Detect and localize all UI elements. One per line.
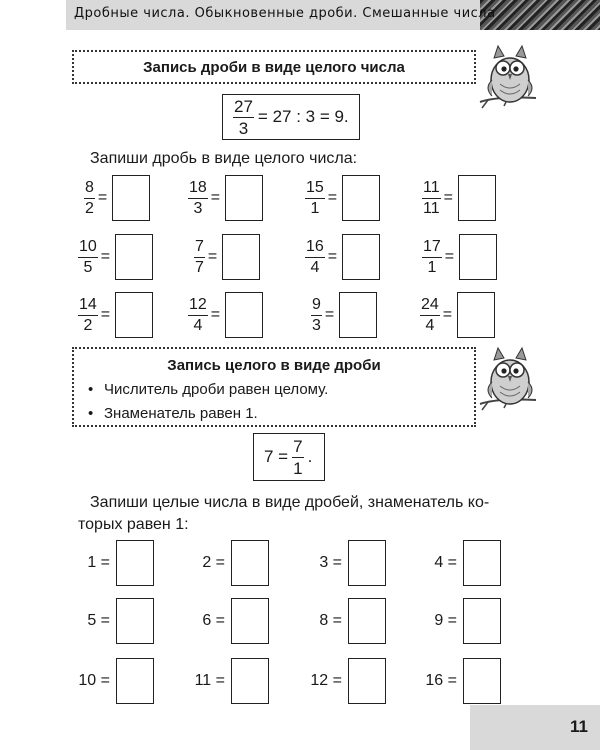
- answer-box[interactable]: [463, 658, 501, 704]
- integer-exercise: [292, 598, 386, 644]
- fraction-exercise: [311, 292, 377, 338]
- example-calculation: = 27 : 3 = 9.: [257, 107, 349, 126]
- integer-label: 1 =: [87, 554, 110, 571]
- exercise-fraction: [188, 297, 208, 334]
- exercise-fraction: [78, 239, 98, 276]
- exercise-fraction: [420, 297, 440, 334]
- exercise-fraction: [194, 239, 205, 276]
- integer-exercise: [175, 598, 269, 644]
- answer-box[interactable]: [457, 292, 495, 338]
- answer-box[interactable]: [342, 234, 380, 280]
- answer-box[interactable]: [231, 598, 269, 644]
- equals-sign: =: [443, 189, 453, 206]
- integer-label: 2 =: [202, 554, 225, 571]
- rule-title-1: Запись дроби в виде целого числа: [143, 59, 405, 76]
- integer-label: 4 =: [434, 554, 457, 571]
- answer-box[interactable]: [348, 540, 386, 586]
- rule-box-fraction-to-integer: [72, 50, 476, 84]
- equals-sign: =: [100, 306, 111, 323]
- answer-box[interactable]: [458, 175, 496, 221]
- equals-sign: =: [324, 306, 335, 323]
- example-box-1: [222, 94, 360, 140]
- answer-box[interactable]: [116, 540, 154, 586]
- fraction-denominator: 1: [422, 257, 442, 276]
- integer-label: 3 =: [319, 554, 342, 571]
- integer-label: 5 =: [87, 612, 110, 629]
- equals-sign: =: [210, 306, 221, 323]
- example-box-2: [253, 433, 325, 481]
- rule-bullet-1: [88, 381, 328, 398]
- fraction-exercise: [305, 175, 380, 221]
- page-header: [66, 0, 600, 30]
- page-number: 11: [570, 717, 588, 736]
- fraction-denominator: 2: [78, 315, 98, 334]
- integer-exercise: [175, 658, 269, 704]
- integer-exercise: [60, 540, 154, 586]
- fraction-denominator: 3: [188, 198, 208, 217]
- rule-bullet-2: [88, 405, 258, 422]
- fraction-exercise: [305, 234, 380, 280]
- integer-exercise: [292, 540, 386, 586]
- example-fraction: [233, 98, 254, 137]
- integer-label: 11 =: [194, 672, 225, 689]
- fraction-numerator: 24: [421, 295, 439, 313]
- fraction-numerator: 16: [306, 237, 324, 255]
- integer-label: 16 =: [425, 672, 457, 689]
- integer-label: 10 =: [78, 672, 110, 689]
- example-left: 7 =: [264, 447, 289, 466]
- answer-box[interactable]: [225, 175, 263, 221]
- answer-box[interactable]: [116, 658, 154, 704]
- fraction-numerator: 27: [234, 96, 253, 116]
- answer-box[interactable]: [348, 598, 386, 644]
- integer-label: 8 =: [319, 612, 342, 629]
- fraction-exercise: [420, 292, 495, 338]
- integer-exercise: [292, 658, 386, 704]
- fraction-numerator: 17: [423, 237, 441, 255]
- bullet-icon: •: [88, 381, 94, 398]
- equals-sign: =: [327, 248, 338, 265]
- integer-exercise: [407, 540, 501, 586]
- owl-icon: [478, 40, 538, 112]
- instruction-2-line-2: торых равен 1:: [78, 516, 189, 533]
- fraction-denominator: 4: [420, 315, 440, 334]
- fraction-exercise: [84, 175, 150, 221]
- equals-sign: =: [327, 189, 338, 206]
- answer-box[interactable]: [463, 598, 501, 644]
- exercise-fraction: [84, 180, 95, 217]
- answer-box[interactable]: [348, 658, 386, 704]
- instruction-2-line-1: Запиши целые числа в виде дробей, знаменатель ко-: [90, 494, 490, 511]
- header-title: Дробные числа. Обыкновенные дроби. Смешанные числа: [74, 6, 496, 21]
- fraction-numerator: 7: [195, 237, 204, 255]
- example-fraction: [292, 438, 303, 477]
- equals-sign: =: [100, 248, 111, 265]
- bullet-text: Знаменатель равен 1.: [104, 405, 258, 422]
- fraction-exercise: [188, 292, 263, 338]
- fraction-numerator: 9: [312, 295, 321, 313]
- fraction-exercise: [78, 292, 153, 338]
- equals-sign: =: [444, 248, 455, 265]
- bullet-icon: •: [88, 405, 94, 422]
- fraction-numerator: 11: [423, 178, 440, 196]
- owl-icon: [478, 342, 538, 414]
- fraction-exercise: [422, 234, 497, 280]
- exercise-fraction: [422, 180, 441, 217]
- exercise-fraction: [78, 297, 98, 334]
- fraction-denominator: 1: [305, 198, 325, 217]
- equals-sign: =: [207, 248, 218, 265]
- instruction-1: Запиши дробь в виде целого числа:: [90, 150, 358, 167]
- fraction-numerator: 12: [189, 295, 207, 313]
- integer-exercise: [407, 658, 501, 704]
- integer-label: 9 =: [434, 612, 457, 629]
- page-number-tab: [470, 705, 600, 750]
- fraction-numerator: 14: [79, 295, 97, 313]
- fraction-numerator: 18: [189, 178, 207, 196]
- fraction-exercise: [194, 234, 260, 280]
- fraction-numerator: 7: [293, 436, 303, 456]
- answer-box[interactable]: [459, 234, 497, 280]
- rule-box-integer-to-fraction: [72, 347, 476, 427]
- integer-exercise: [175, 540, 269, 586]
- fraction-numerator: 10: [79, 237, 97, 255]
- bullet-text: Числитель дроби равен целому.: [104, 381, 329, 398]
- equals-sign: =: [210, 189, 221, 206]
- answer-box[interactable]: [115, 234, 153, 280]
- fraction-denominator: 4: [305, 257, 325, 276]
- fraction-exercise: [422, 175, 496, 221]
- integer-label: 12 =: [310, 672, 342, 689]
- fraction-denominator: 5: [78, 257, 98, 276]
- answer-box[interactable]: [225, 292, 263, 338]
- fraction-denominator: 3: [312, 316, 321, 334]
- exercise-fraction: [305, 180, 325, 217]
- exercise-fraction: [311, 297, 322, 334]
- exercise-fraction: [422, 239, 442, 276]
- equals-sign: =: [442, 306, 453, 323]
- fraction-numerator: 15: [306, 178, 324, 196]
- answer-box[interactable]: [342, 175, 380, 221]
- rule-title-2: Запись целого в виде дроби: [167, 357, 381, 374]
- fraction-exercise: [78, 234, 153, 280]
- integer-label: 6 =: [202, 612, 225, 629]
- integer-exercise: [60, 598, 154, 644]
- header-decoration: [480, 0, 600, 30]
- answer-box[interactable]: [112, 175, 150, 221]
- answer-box[interactable]: [339, 292, 377, 338]
- fraction-denominator: 3: [233, 117, 254, 137]
- answer-box[interactable]: [463, 540, 501, 586]
- fraction-denominator: 7: [195, 258, 204, 276]
- integer-exercise: [407, 598, 501, 644]
- fraction-numerator: 8: [85, 178, 94, 196]
- fraction-denominator: 4: [188, 315, 208, 334]
- equals-sign: =: [97, 189, 108, 206]
- answer-box[interactable]: [115, 292, 153, 338]
- fraction-exercise: [188, 175, 263, 221]
- fraction-denominator: 11: [423, 199, 440, 217]
- answer-box[interactable]: [116, 598, 154, 644]
- fraction-denominator: 1: [293, 458, 303, 478]
- answer-box[interactable]: [222, 234, 260, 280]
- exercise-fraction: [188, 180, 208, 217]
- example-period: .: [307, 447, 313, 466]
- answer-box[interactable]: [231, 540, 269, 586]
- fraction-denominator: 2: [85, 199, 94, 217]
- answer-box[interactable]: [231, 658, 269, 704]
- integer-exercise: [60, 658, 154, 704]
- exercise-fraction: [305, 239, 325, 276]
